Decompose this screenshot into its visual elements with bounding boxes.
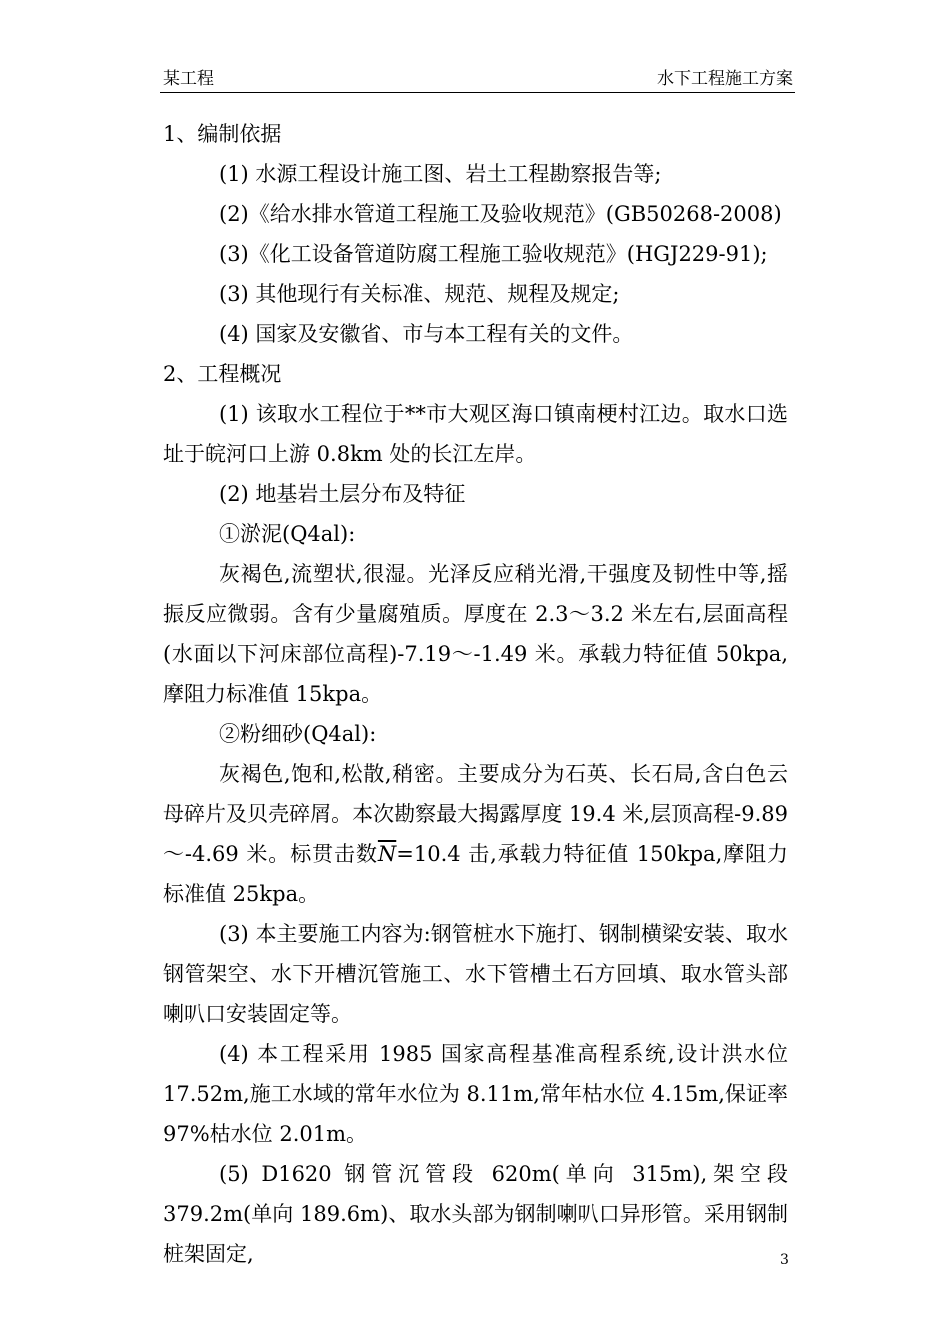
soil-layer-1-description: 灰褐色,流塑状,很湿。光泽反应稍光滑,干强度及韧性中等,摇振反应微弱。含有少量腐殖质。厚度在 2.3～3.2 米左右,层面高程(水面以下河床部位高程)-7.19～-1.49 米。承载力特征值 50kpa,摩阻力标准值 15kpa。 (163, 562, 788, 706)
page-number: 3 (780, 1252, 789, 1268)
soil-layer-1-title: ①淤泥(Q4al): (219, 522, 356, 546)
soil-layer-2-text-a: 灰褐色,饱和,松散,稍密。主要成分为石英、长石局,含白色云母碎片及贝壳碎屑。本次勘察最大揭露厚度 19.4 米,层顶高程-9.89～-4.69 米。标贯击数 (163, 762, 788, 866)
section-heading-basis: 1、编制依据 (163, 122, 282, 146)
header-document-title: 水下工程施工方案 (657, 69, 793, 89)
document-body (163, 114, 788, 1274)
soil-layer-2-text-b: =10.4 击,承载力特征值 150kpa,摩阻力标准值 25kpa。 (163, 842, 789, 906)
basis-item-2: (2)《给水排水管道工程施工及验收规范》(GB50268-2008) (219, 202, 782, 226)
basis-item-5: (4) 国家及安徽省、市与本工程有关的文件。 (219, 322, 634, 346)
section-heading-overview: 2、工程概况 (163, 362, 282, 386)
soil-layer-2-title: ②粉细砂(Q4al): (219, 722, 377, 746)
overview-paragraph-4: (4) 本工程采用 1985 国家高程基准高程系统,设计洪水位 17.52m,施工水域的常年水位为 8.11m,常年枯水位 4.15m,保证率 97%枯水位 2.01m。 (163, 1042, 788, 1146)
overview-paragraph-2: (2) 地基岩土层分布及特征 (219, 482, 466, 506)
basis-item-4: (3) 其他现行有关标准、规范、规程及规定; (219, 282, 620, 306)
basis-item-3: (3)《化工设备管道防腐工程施工验收规范》(HGJ229-91); (219, 242, 768, 266)
n-bar-symbol: $\overline{N}$ (377, 842, 397, 866)
basis-item-1: (1) 水源工程设计施工图、岩土工程勘察报告等; (219, 162, 662, 186)
overview-paragraph-3: (3) 本主要施工内容为:钢管桩水下施打、钢制横梁安装、取水钢管架空、水下开槽沉管施工、水下管槽土石方回填、取水管头部喇叭口安装固定等。 (163, 922, 788, 1026)
header-project-name: 某工程 (163, 69, 214, 89)
overview-paragraph-5: (5) D1620 钢管沉管段 620m(单向 315m),架空段 379.2m(单向 189.6m)、取水头部为钢制喇叭口异形管。采用钢制桩架固定, (163, 1162, 788, 1266)
soil-layer-2-description (163, 754, 788, 914)
overview-paragraph-1: (1) 该取水工程位于**市大观区海口镇南梗村江边。取水口选址于皖河口上游 0.8km 处的长江左岸。 (163, 402, 788, 466)
header-divider (160, 92, 795, 93)
